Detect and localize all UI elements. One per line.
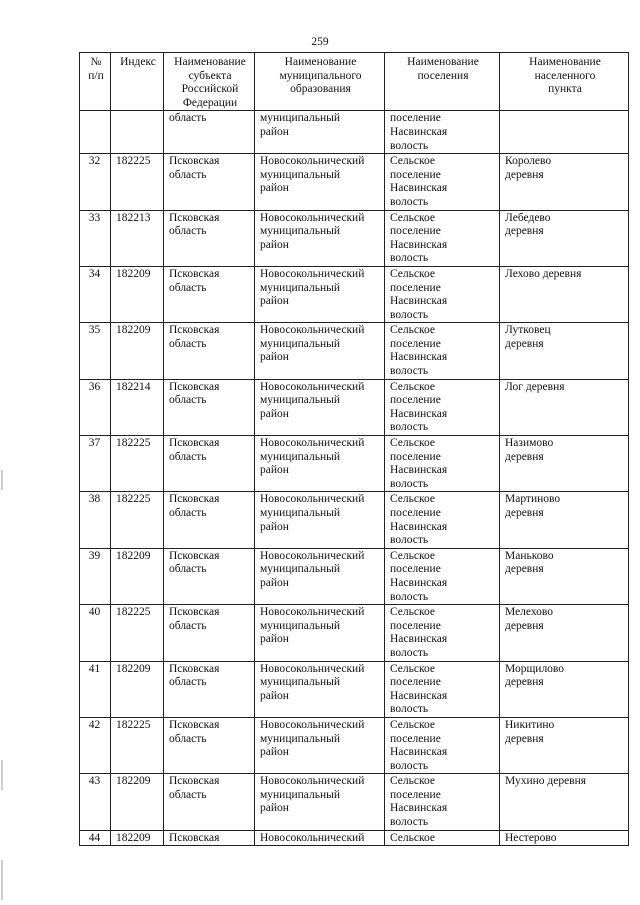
cell-settlement <box>385 774 500 830</box>
cell-line: Новосокольнический <box>260 155 365 168</box>
cell-line: Сельское <box>390 437 436 450</box>
cell-line: муниципальный <box>260 732 341 745</box>
cell-line: Псковская <box>169 324 220 337</box>
cell-line: муниципальный <box>260 168 341 181</box>
table-row <box>80 548 629 604</box>
table-row <box>80 323 629 379</box>
cell-line: деревня <box>505 507 544 519</box>
cell-line: область <box>169 281 207 294</box>
cell-line: поселение <box>390 112 441 125</box>
cell-num: 38 <box>80 492 111 548</box>
cell-subject <box>164 605 255 661</box>
cell-line: Сельское <box>390 155 436 168</box>
table-row <box>80 774 629 830</box>
cell-line: Сельское <box>390 662 436 675</box>
table-row <box>80 111 629 154</box>
cell-subject <box>164 111 255 154</box>
cell-line: Новосокольнический <box>260 831 365 844</box>
cell-line: Насвинская <box>390 125 448 138</box>
cell-num: 40 <box>80 605 111 661</box>
table-row <box>80 830 629 846</box>
cell-line: Мартиново <box>505 493 561 506</box>
cell-line: Нестерово <box>505 831 557 844</box>
cell-line: Королево <box>505 155 552 168</box>
cell-municipality <box>255 717 385 773</box>
cell-index: 182225 <box>111 717 164 773</box>
cell-num: 35 <box>80 323 111 379</box>
cell-locality <box>500 323 629 379</box>
cell-line: область <box>169 337 207 350</box>
cell-line: Насвинская <box>390 576 448 589</box>
cell-municipality <box>255 661 385 717</box>
cell-subject <box>164 379 255 435</box>
cell-line: поселение <box>390 281 441 294</box>
cell-settlement <box>385 436 500 492</box>
settlements-table <box>79 52 629 846</box>
cell-locality <box>500 154 629 210</box>
cell-line: деревня <box>505 619 544 632</box>
cell-settlement <box>385 492 500 548</box>
table-header-row <box>80 53 629 111</box>
cell-line: поселение <box>390 168 441 181</box>
table-row <box>80 379 629 435</box>
cell-line: Насвинская <box>390 464 448 477</box>
cell-line: Псковская <box>169 662 220 675</box>
cell-municipality <box>255 154 385 210</box>
cell-line: волость <box>390 139 429 152</box>
cell-line: Лутковец <box>505 324 551 337</box>
cell-settlement <box>385 548 500 604</box>
cell-line: Новосокольнический <box>260 324 365 337</box>
cell-line: деревня <box>505 450 544 463</box>
cell-line: Сельское <box>390 718 436 731</box>
cell-line: район <box>260 802 289 815</box>
cell-line: район <box>260 520 289 533</box>
cell-line: муниципальный <box>260 281 341 294</box>
cell-line: Псковская <box>169 380 220 393</box>
cell-line: муниципальный <box>260 507 341 519</box>
cell-settlement <box>385 154 500 210</box>
cell-settlement <box>385 605 500 661</box>
cell-num: 44 <box>80 830 111 846</box>
cell-line: волость <box>390 477 429 490</box>
cell-line: деревня <box>505 563 544 576</box>
cell-num: 39 <box>80 548 111 604</box>
cell-municipality <box>255 266 385 322</box>
cell-line: волость <box>390 195 429 208</box>
cell-num: 32 <box>80 154 111 210</box>
cell-locality <box>500 605 629 661</box>
cell-subject <box>164 492 255 548</box>
cell-subject <box>164 830 255 846</box>
table-row <box>80 210 629 266</box>
cell-municipality <box>255 111 385 154</box>
cell-line: поселение <box>390 450 441 463</box>
cell-municipality <box>255 492 385 548</box>
cell-line: Псковская <box>169 718 220 731</box>
cell-line: Назимово <box>505 437 554 450</box>
cell-line: Лебедево <box>505 211 551 224</box>
cell-settlement <box>385 323 500 379</box>
cell-line: муниципальный <box>260 788 341 801</box>
cell-locality <box>500 717 629 773</box>
cell-index: 182209 <box>111 323 164 379</box>
cell-line: поселение <box>390 732 441 745</box>
cell-line: область <box>169 732 207 745</box>
page-number: 259 <box>311 36 329 48</box>
cell-num: 41 <box>80 661 111 717</box>
cell-line: поселение <box>390 619 441 632</box>
cell-line: район <box>260 689 289 702</box>
cell-line: Псковская <box>169 211 220 224</box>
cell-line: поселение <box>390 507 441 519</box>
cell-line: волость <box>390 703 429 716</box>
table-row <box>80 717 629 773</box>
cell-subject <box>164 323 255 379</box>
cell-line: Маньково <box>505 549 554 562</box>
cell-line: волость <box>390 816 429 829</box>
cell-index: 182209 <box>111 548 164 604</box>
cell-line: Мелехово <box>505 606 554 619</box>
cell-line: Новосокольнический <box>260 211 365 224</box>
cell-index <box>111 111 164 154</box>
cell-line: Новосокольнический <box>260 775 365 788</box>
cell-subject <box>164 154 255 210</box>
cell-line: поселение <box>390 563 441 576</box>
cell-line: поселение <box>390 394 441 407</box>
cell-line: Насвинская <box>390 689 448 702</box>
cell-line: поселение <box>390 676 441 689</box>
cell-line: район <box>260 576 289 589</box>
cell-locality <box>500 830 629 846</box>
cell-line: Сельское <box>390 380 436 393</box>
cell-line: Морщилово <box>505 662 565 675</box>
cell-line: район <box>260 182 289 195</box>
header-num: № п/п <box>80 53 111 111</box>
cell-line: Насвинская <box>390 520 448 533</box>
cell-line: область <box>169 112 207 125</box>
cell-line: волость <box>390 590 429 603</box>
cell-line: поселение <box>390 337 441 350</box>
cell-index: 182209 <box>111 830 164 846</box>
cell-line: Насвинская <box>390 633 448 646</box>
cell-line: Никитино <box>505 718 555 731</box>
cell-line: Псковская <box>169 549 220 562</box>
cell-line: Псковская <box>169 155 220 168</box>
cell-municipality <box>255 605 385 661</box>
header-locality: Наименование населенного пункта <box>500 53 629 111</box>
cell-line: поселение <box>390 225 441 238</box>
scan-edge-mark <box>1 470 3 490</box>
cell-line: район <box>260 295 289 308</box>
cell-settlement <box>385 830 500 846</box>
table-row <box>80 154 629 210</box>
cell-line: волость <box>390 252 429 265</box>
cell-num <box>80 111 111 154</box>
cell-subject <box>164 717 255 773</box>
cell-line: Насвинская <box>390 746 448 759</box>
cell-line: область <box>169 450 207 463</box>
cell-num: 34 <box>80 266 111 322</box>
cell-line: волость <box>390 365 429 378</box>
cell-num: 37 <box>80 436 111 492</box>
cell-locality <box>500 548 629 604</box>
cell-settlement <box>385 266 500 322</box>
cell-line: район <box>260 125 289 138</box>
cell-line: район <box>260 633 289 646</box>
table-row <box>80 605 629 661</box>
cell-line: Псковская <box>169 493 220 506</box>
cell-line: Насвинская <box>390 407 448 420</box>
cell-line: муниципальный <box>260 676 341 689</box>
cell-line: волость <box>390 646 429 659</box>
cell-line: муниципальный <box>260 563 341 576</box>
cell-locality <box>500 492 629 548</box>
cell-line: Новосокольнический <box>260 437 365 450</box>
cell-line: Мухино деревня <box>505 775 587 788</box>
cell-index: 182213 <box>111 210 164 266</box>
cell-municipality <box>255 774 385 830</box>
cell-line: район <box>260 464 289 477</box>
cell-line: Новосокольнический <box>260 549 365 562</box>
cell-subject <box>164 436 255 492</box>
cell-line: Псковская <box>169 606 220 619</box>
cell-line: область <box>169 225 207 238</box>
cell-line: Сельское <box>390 324 436 337</box>
cell-municipality <box>255 436 385 492</box>
table-row <box>80 266 629 322</box>
cell-line: район <box>260 351 289 364</box>
cell-locality <box>500 111 629 154</box>
cell-settlement <box>385 717 500 773</box>
table-row <box>80 492 629 548</box>
cell-line: Псковская <box>169 437 220 450</box>
cell-line: район <box>260 746 289 759</box>
cell-locality <box>500 210 629 266</box>
cell-index: 182225 <box>111 154 164 210</box>
cell-line: область <box>169 788 207 801</box>
cell-index: 182225 <box>111 492 164 548</box>
cell-line: Насвинская <box>390 802 448 815</box>
cell-line: область <box>169 168 207 181</box>
cell-line: деревня <box>505 168 544 181</box>
cell-municipality <box>255 548 385 604</box>
cell-locality <box>500 661 629 717</box>
cell-line: муниципальный <box>260 337 341 350</box>
cell-line: волость <box>390 759 429 772</box>
cell-line: Сельское <box>390 831 436 844</box>
cell-locality <box>500 379 629 435</box>
cell-line: деревня <box>505 732 544 745</box>
cell-locality <box>500 436 629 492</box>
cell-settlement <box>385 111 500 154</box>
cell-subject <box>164 548 255 604</box>
cell-municipality <box>255 379 385 435</box>
cell-index: 182209 <box>111 266 164 322</box>
cell-line: муниципальный <box>260 112 341 125</box>
cell-line: область <box>169 676 207 689</box>
cell-line: Новосокольнический <box>260 267 365 280</box>
cell-line: Насвинская <box>390 238 448 251</box>
cell-line: деревня <box>505 225 544 238</box>
cell-subject <box>164 661 255 717</box>
scan-edge-mark <box>1 860 3 900</box>
cell-line: Насвинская <box>390 351 448 364</box>
cell-line: Новосокольнический <box>260 380 365 393</box>
cell-num: 36 <box>80 379 111 435</box>
cell-line: Сельское <box>390 211 436 224</box>
cell-line: муниципальный <box>260 225 341 238</box>
cell-line: область <box>169 619 207 632</box>
cell-line: область <box>169 394 207 407</box>
header-index: Индекс <box>111 53 164 111</box>
cell-municipality <box>255 210 385 266</box>
cell-line: район <box>260 238 289 251</box>
cell-line: Новосокольнический <box>260 662 365 675</box>
cell-subject <box>164 266 255 322</box>
cell-line: муниципальный <box>260 450 341 463</box>
cell-settlement <box>385 661 500 717</box>
cell-line: волость <box>390 534 429 547</box>
cell-locality <box>500 774 629 830</box>
cell-line: муниципальный <box>260 394 341 407</box>
cell-line: Насвинская <box>390 182 448 195</box>
scan-edge-mark <box>1 760 3 790</box>
table-body <box>80 111 629 846</box>
cell-num: 33 <box>80 210 111 266</box>
cell-line: район <box>260 407 289 420</box>
cell-line: Псковская <box>169 831 220 844</box>
cell-line: волость <box>390 308 429 321</box>
cell-line: Псковская <box>169 775 220 788</box>
cell-index: 182209 <box>111 661 164 717</box>
cell-line: поселение <box>390 788 441 801</box>
cell-index: 182209 <box>111 774 164 830</box>
cell-num: 43 <box>80 774 111 830</box>
cell-settlement <box>385 210 500 266</box>
cell-line: Сельское <box>390 606 436 619</box>
cell-locality <box>500 266 629 322</box>
cell-num: 42 <box>80 717 111 773</box>
cell-line: волость <box>390 421 429 434</box>
table-row <box>80 436 629 492</box>
cell-line: Лог деревня <box>505 380 565 393</box>
cell-line: Сельское <box>390 267 436 280</box>
cell-line: Новосокольнический <box>260 718 365 731</box>
table-row <box>80 661 629 717</box>
header-municipality: Наименование муниципального образования <box>255 53 385 111</box>
cell-line: деревня <box>505 676 544 689</box>
cell-line: Новосокольнический <box>260 493 365 506</box>
cell-municipality <box>255 323 385 379</box>
cell-settlement <box>385 379 500 435</box>
cell-index: 182214 <box>111 379 164 435</box>
cell-subject <box>164 774 255 830</box>
cell-municipality <box>255 830 385 846</box>
cell-index: 182225 <box>111 605 164 661</box>
cell-line: деревня <box>505 337 544 350</box>
cell-line: Новосокольнический <box>260 606 365 619</box>
cell-line: Псковская <box>169 267 220 280</box>
cell-line: Насвинская <box>390 295 448 308</box>
cell-line: Сельское <box>390 775 436 788</box>
header-subject: Наименование субъекта Российской Федерации <box>164 53 255 111</box>
cell-index: 182225 <box>111 436 164 492</box>
cell-line: муниципальный <box>260 619 341 632</box>
cell-line: область <box>169 563 207 576</box>
cell-line: область <box>169 507 207 519</box>
header-settlement: Наименование поселения <box>385 53 500 111</box>
cell-subject <box>164 210 255 266</box>
cell-line: Сельское <box>390 493 436 506</box>
cell-line: Сельское <box>390 549 436 562</box>
cell-line: Лехово деревня <box>505 267 582 280</box>
